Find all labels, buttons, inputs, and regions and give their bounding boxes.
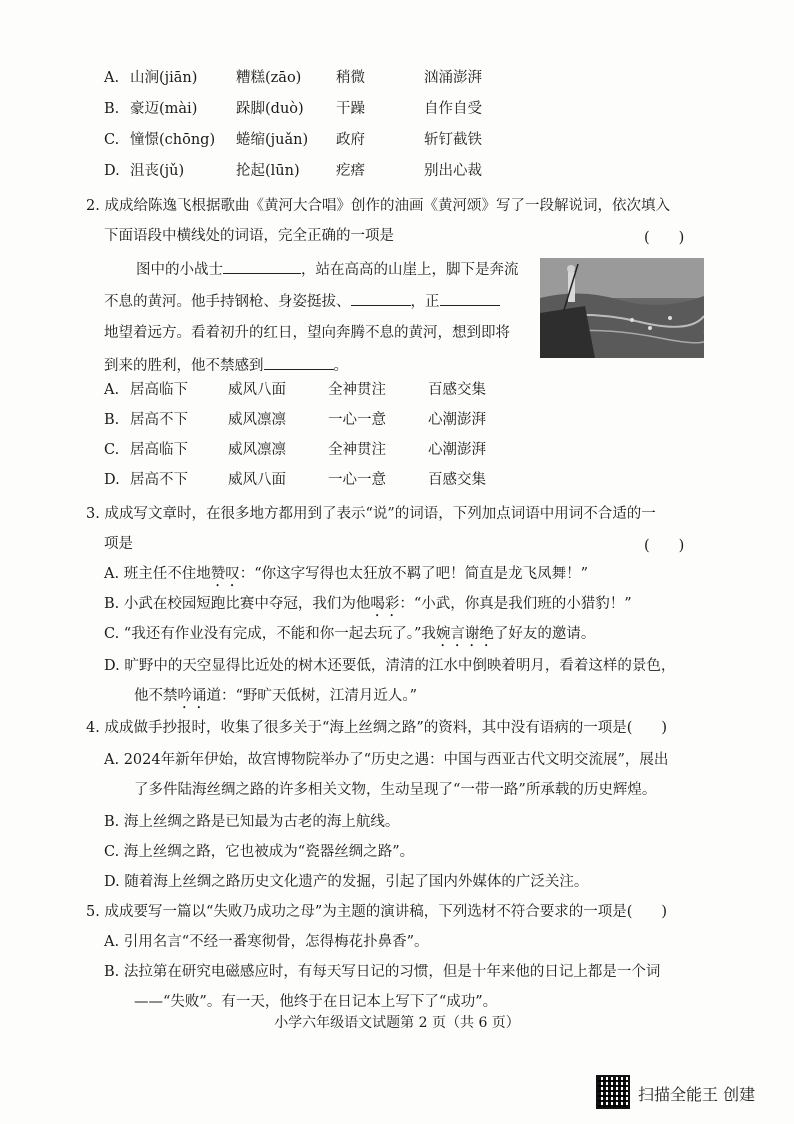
q5-option-a[interactable]: A. 引用名言“不经一番寒彻骨，怎得梅花扑鼻香”。 bbox=[104, 934, 429, 950]
q2-answer-paren[interactable]: ( ) bbox=[644, 230, 685, 246]
q3-option-b[interactable]: B. 小武在校园短跑比赛中夺冠，我们为他喝彩：“小武，你真是我们班的小猎豹！” bbox=[104, 596, 632, 612]
q2-blank-1[interactable] bbox=[223, 259, 301, 274]
q3-dotted-word-b: 喝彩 bbox=[370, 596, 400, 612]
q2-stem-line2: 下面语段中横线处的词语，完全正确的一项是 bbox=[104, 228, 394, 244]
q3-dotted-word-c: 婉言谢绝 bbox=[435, 626, 494, 642]
scanner-watermark: 扫描全能王 创建 bbox=[638, 1085, 756, 1104]
q3-answer-paren[interactable]: ( ) bbox=[644, 538, 685, 554]
q4-option-a-line1[interactable]: A. 2024年新年伊始，故宫博物院举办了“历史之遇：中国与西亚古代文明交流展”，展出 bbox=[104, 752, 669, 768]
q5-stem: 5. 成成要写一篇以“失败乃成功之母”为主题的演讲稿，下列选材不符合要求的一项是( ) bbox=[86, 904, 668, 920]
q4-option-c[interactable]: C. 海上丝绸之路，它也被成为“瓷器丝绸之路”。 bbox=[104, 844, 415, 860]
page-footer: 小学六年级语文试题第 2 页（共 6 页） bbox=[274, 1015, 520, 1031]
q3-option-d-line2: 他不禁吟诵道：“野旷天低树，江清月近人。” bbox=[134, 688, 418, 704]
painting-illustration bbox=[540, 258, 704, 358]
q4-option-b[interactable]: B. 海上丝绸之路是已知最为古老的海上航线。 bbox=[104, 814, 400, 830]
q3-dotted-word-d: 吟诵 bbox=[177, 688, 207, 704]
q3-option-c[interactable]: C. “我还有作业没有完成，不能和你一起去玩了。”我婉言谢绝了好友的邀请。 bbox=[104, 626, 596, 642]
q3-option-a[interactable]: A. 班主任不住地赞叹：“你这字写得也太狂放不羁了吧！简直是龙飞凤舞！” bbox=[104, 566, 589, 582]
yellow-river-painting-image bbox=[540, 258, 704, 358]
q3-stem-line1: 3. 成成写文章时，在很多地方都用到了表示“说”的词语，下列加点词语中用词不合适的一 bbox=[86, 506, 656, 522]
q3-option-d-line1[interactable]: D. 旷野中的天空显得比近处的树木还要低，清清的江水中倒映着明月，看着这样的景色， bbox=[104, 658, 676, 674]
q5-option-b-line2: ——“失败”。有一天，他终于在日记本上写下了“成功”。 bbox=[134, 994, 498, 1010]
q2-stem-line1: 2. 成成给陈逸飞根据歌曲《黄河大合唱》创作的油画《黄河颂》写了一段解说词，依次填入 bbox=[86, 198, 670, 214]
q5-option-b-line1[interactable]: B. 法拉第在研究电磁感应时，有每天写日记的习惯，但是十年来他的日记上都是一个词 bbox=[104, 964, 661, 980]
q3-stem-line2: 项是 bbox=[104, 536, 133, 552]
q2-passage-line4: 到来的胜利，他不禁感到 。 bbox=[104, 355, 348, 376]
qr-code-icon bbox=[596, 1075, 630, 1109]
q4-option-a-line2: 了多件陆海丝绸之路的许多相关文物，生动呈现了“一带一路”所承载的历史辉煌。 bbox=[134, 782, 657, 798]
q4-stem: 4. 成成做手抄报时，收集了很多关于“海上丝绸之路”的资料，其中没有语病的一项是( ) bbox=[86, 720, 668, 736]
q2-passage-line2: 不息的黄河。他手持钢枪、身姿挺拔、 ，正 bbox=[104, 291, 500, 312]
q2-blank-2[interactable] bbox=[351, 291, 411, 306]
q3-dotted-word-a: 赞叹 bbox=[210, 566, 240, 582]
q2-passage-line3: 地望着远方。看着初升的红日，望向奔腾不息的黄河，想到即将 bbox=[104, 325, 510, 341]
q2-passage-line1: 图中的小战士 ，站在高高的山崖上，脚下是奔流 bbox=[136, 259, 519, 280]
q2-blank-4[interactable] bbox=[264, 355, 334, 370]
q4-option-d[interactable]: D. 随着海上丝绸之路历史文化遗产的发掘，引起了国内外媒体的广泛关注。 bbox=[104, 874, 589, 890]
q2-blank-3[interactable] bbox=[440, 291, 500, 306]
